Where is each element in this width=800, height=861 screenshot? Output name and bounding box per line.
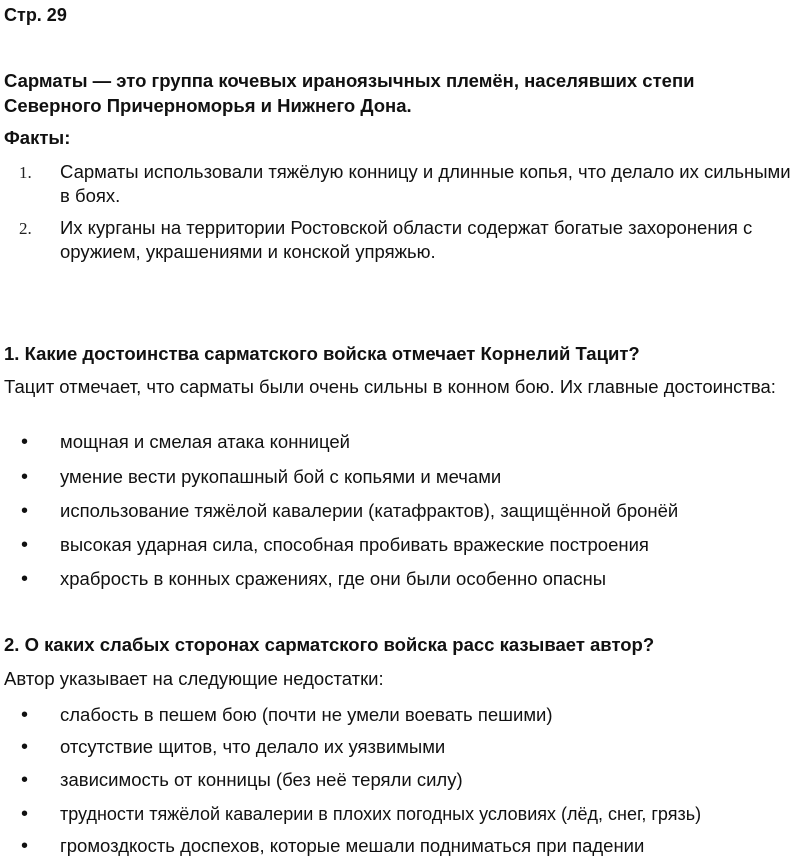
bullet-marker: • (21, 803, 29, 825)
bullet-marker: • (21, 534, 29, 556)
list-item: зависимость от конницы (без неё теряли силу) (60, 769, 463, 790)
intro-paragraph: Сарматы — это группа кочевых ираноязычных племён, населявших степи Северного Причерноморья и Нижнего Дона. (4, 70, 695, 116)
bullet-marker: • (21, 704, 29, 726)
list-item: мощная и смелая атака конницей (60, 431, 350, 452)
list-item: трудности тяжёлой кавалерии в плохих погодных условиях (лёд, снег, грязь) (60, 804, 702, 824)
question-1-answer: Тацит отмечает, что сарматы были очень сильны в конном бою. Их главные достоинства: (4, 376, 776, 397)
fact-item: Сарматы использовали тяжёлую конницу и длинные копья, что делало их сильными в боях. (60, 161, 791, 206)
bullet-marker: • (21, 431, 29, 453)
list-item: умение вести рукопашный бой с копьями и мечами (60, 466, 502, 487)
list-item: использование тяжёлой кавалерии (катафрактов), защищённой бронёй (60, 500, 679, 521)
list-item: высокая ударная сила, способная пробивать вражеские построения (60, 534, 649, 555)
list-item: громоздкость доспехов, которые мешали подниматься при падении (60, 835, 645, 856)
bullet-marker: • (21, 736, 29, 758)
fact-item: Их курганы на территории Ростовской области содержат богатые захоронения с оружием, украшениями и конской упряжью. (60, 217, 753, 262)
bullet-marker: • (21, 466, 29, 488)
question-2-answer: Автор указывает на следующие недостатки: (4, 668, 384, 689)
list-item: храбрость в конных сражениях, где они были особенно опасны (60, 568, 606, 589)
question-2-heading: 2. О каких слабых сторонах сарматского войска расс казывает автор? (4, 634, 655, 655)
facts-heading: Факты: (4, 127, 71, 148)
fact-marker: 2. (19, 219, 32, 238)
bullet-marker: • (21, 835, 29, 857)
list-item: слабость в пешем бою (почти не умели воевать пешими) (60, 704, 553, 725)
list-item: отсутствие щитов, что делало их уязвимыми (60, 736, 446, 757)
fact-marker: 1. (19, 163, 32, 182)
bullet-marker: • (21, 500, 29, 522)
bullet-marker: • (21, 769, 29, 791)
question-1-heading: 1. Какие достоинства сарматского войска отмечает Корнелий Тацит? (4, 343, 640, 364)
bullet-marker: • (21, 568, 29, 590)
page-number: Стр. 29 (4, 5, 67, 25)
